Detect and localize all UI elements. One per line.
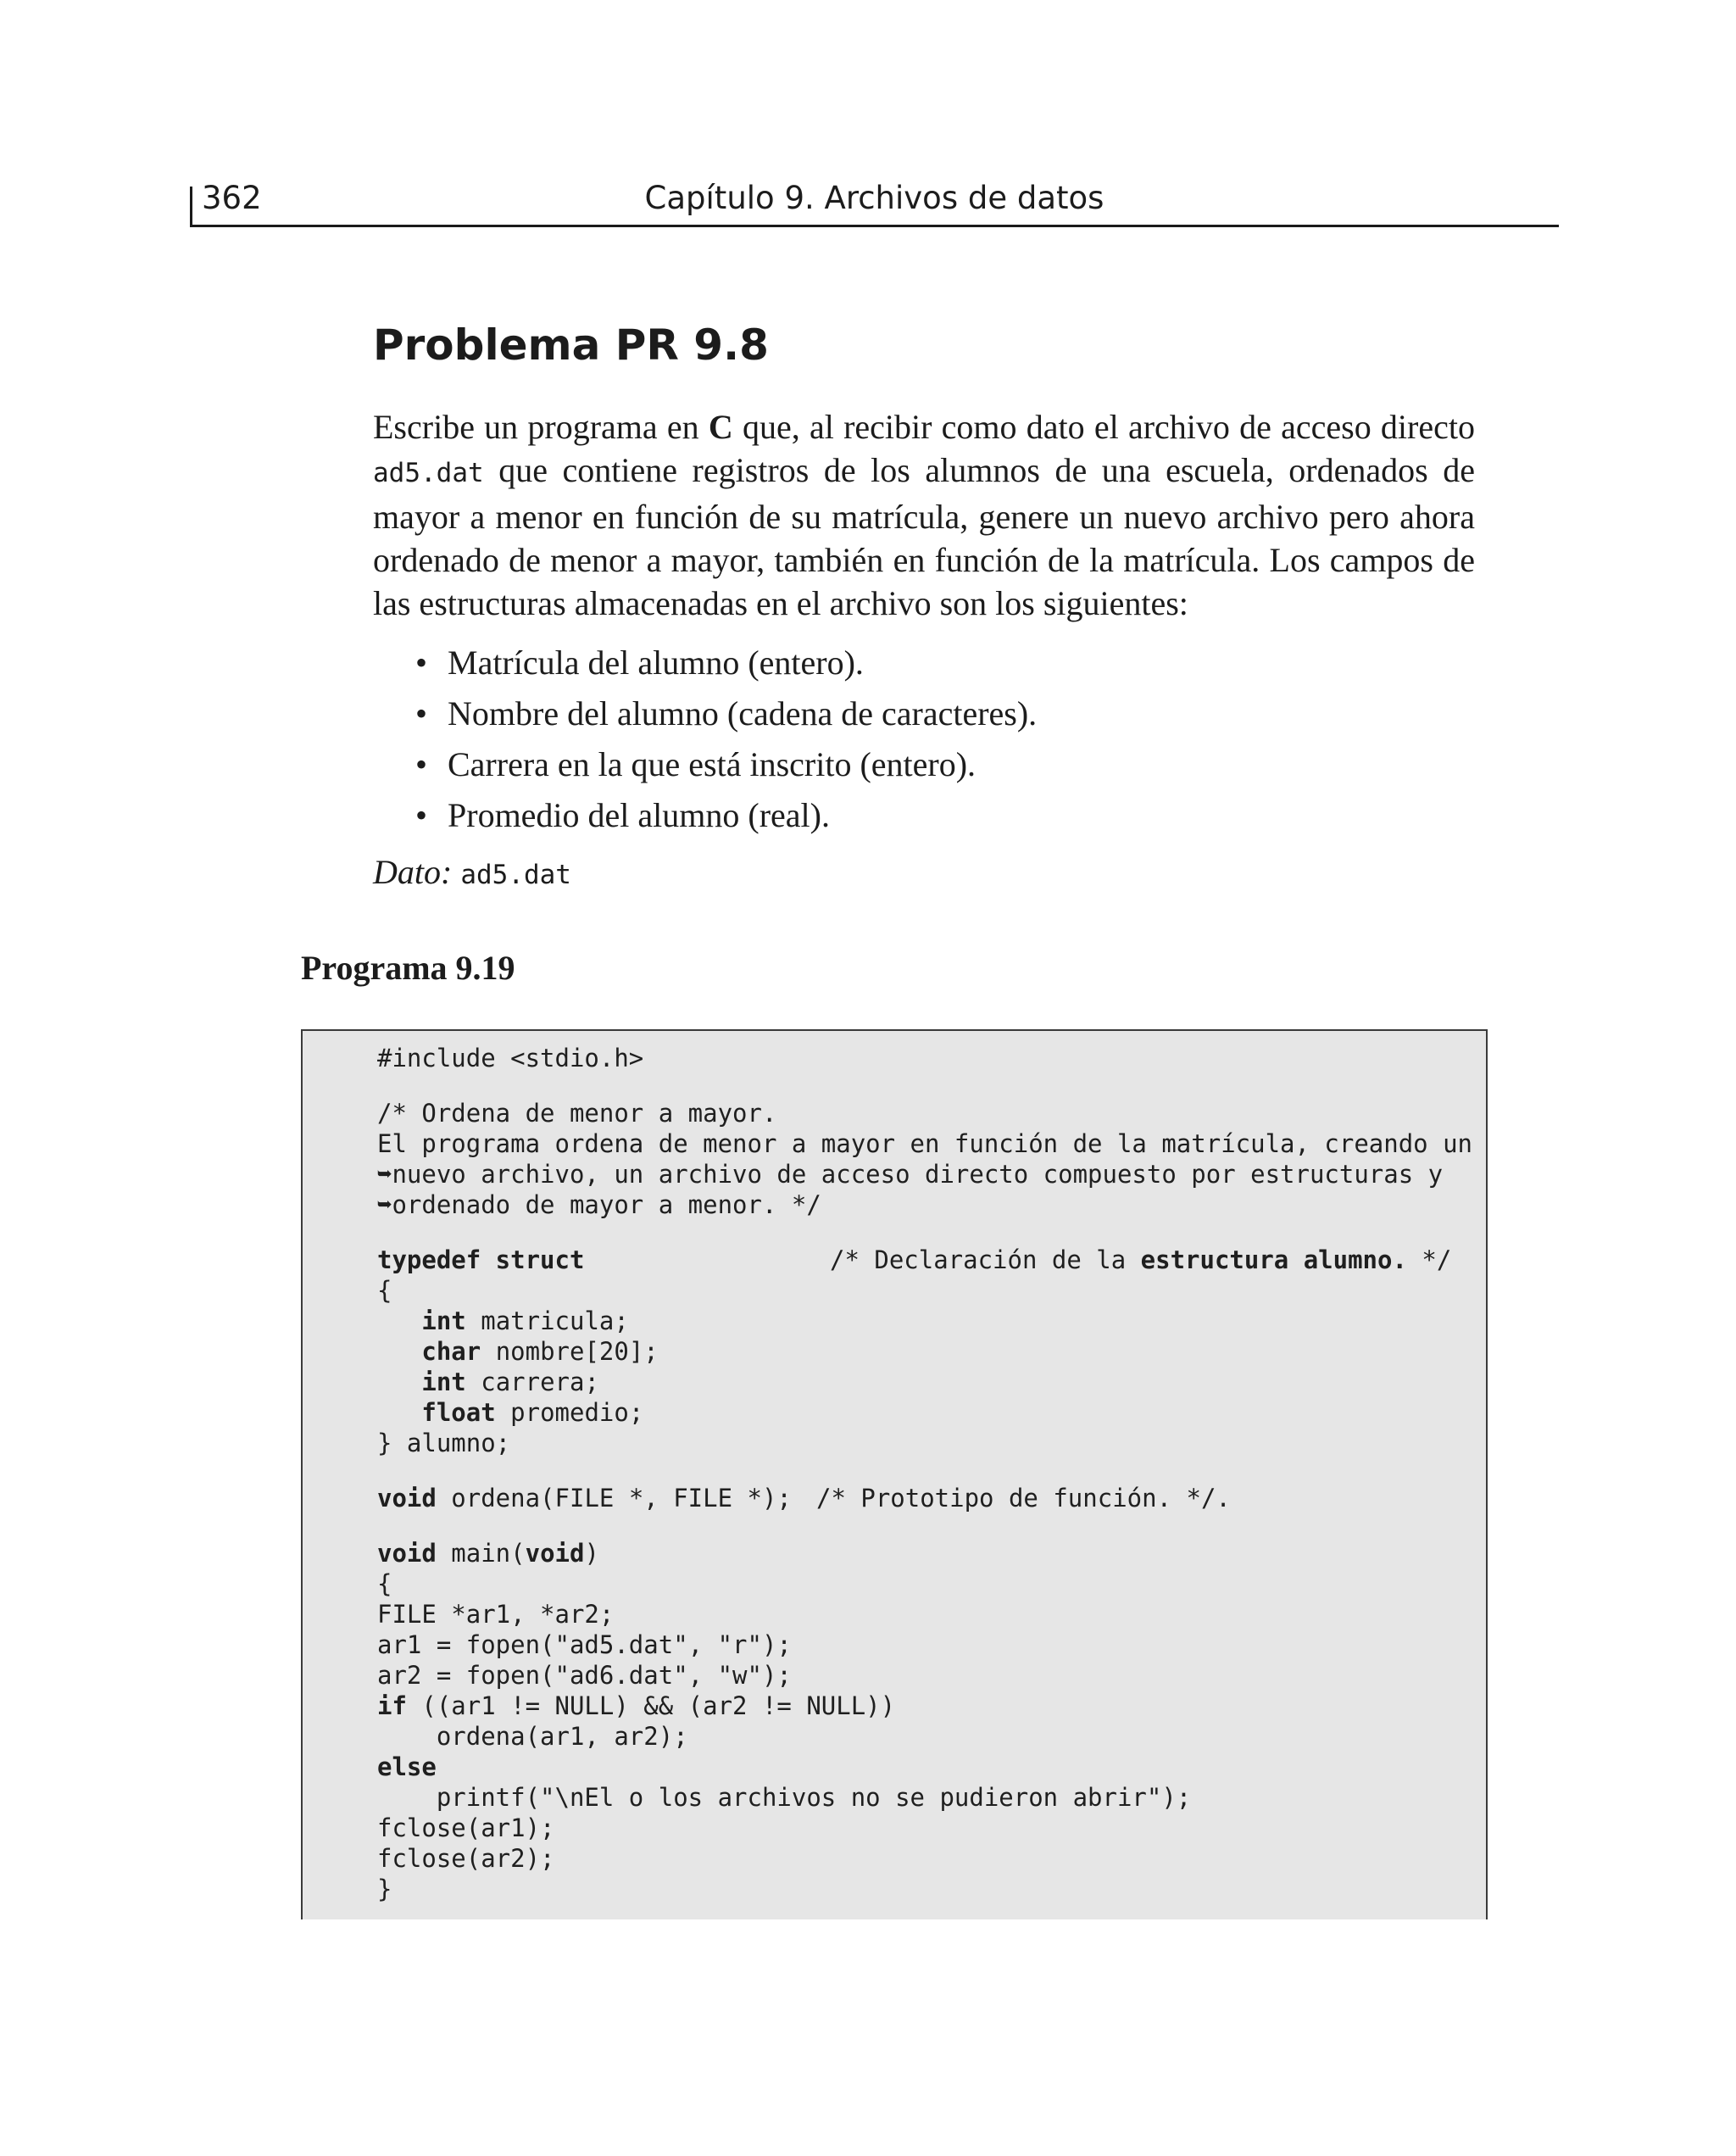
code-line: int carrera; [421, 1368, 599, 1396]
statement-lang: C [708, 408, 733, 446]
page-number: 362 [202, 180, 262, 216]
code-line: printf("\nEl o los archivos no se pudieron abrir"); [377, 1783, 1192, 1812]
list-item: • Matrícula del alumno (entero). [415, 641, 1037, 692]
header-rule [190, 225, 1559, 227]
code-line: ➥ordenado de mayor a menor. */ [377, 1190, 821, 1219]
code-line: } alumno; [377, 1429, 511, 1457]
code-line: /* Ordena de menor a mayor. [377, 1099, 777, 1128]
code-line: void ordena(FILE *, FILE *); /* Prototipo de función. */. [377, 1484, 1231, 1513]
dato [373, 852, 571, 892]
code-line: ar2 = fopen("ad6.dat", "w"); [377, 1661, 792, 1690]
code-line: ar1 = fopen("ad5.dat", "r"); [377, 1630, 792, 1659]
code-line: int matricula; [421, 1306, 629, 1335]
problem-statement [373, 405, 1475, 625]
code-line: ➥nuevo archivo, un archivo de acceso directo compuesto por estructuras y [377, 1160, 1444, 1189]
code-line: float promedio; [421, 1398, 644, 1427]
dato-value: ad5.dat [460, 860, 571, 890]
bullet-icon: • [415, 643, 428, 682]
code-block [377, 1043, 1479, 1904]
code-line: typedef struct /* Declaración de la estructura alumno. */ [377, 1245, 1452, 1274]
code-line: } [377, 1875, 392, 1903]
statement-file: ad5.dat [373, 458, 484, 488]
statement-part3: que contiene registros de los alumnos de una escuela, ordenados de mayor a menor en función de su matrícula, genere un nuevo archivo pero ahora ordenado de menor a mayor, también en función de la matrícula. Los campos de las estructuras almacenadas en el archivo son los siguientes: [373, 451, 1475, 622]
code-line: El programa ordena de menor a mayor en función de la matrícula, creando un [377, 1129, 1473, 1158]
list-item: • Nombre del alumno (cadena de caracteres). [415, 692, 1037, 743]
code-line: #include <stdio.h> [377, 1044, 644, 1072]
code-line: void main(void) [377, 1539, 599, 1568]
code-line: FILE *ar1, *ar2; [377, 1600, 615, 1629]
code-comment: /* Prototipo de función. */. [816, 1484, 1231, 1513]
problem-title: Problema PR 9.8 [373, 320, 769, 370]
code-comment: /* Declaración de la estructura alumno. */ [830, 1245, 1452, 1274]
bullet-icon: • [415, 796, 428, 834]
list-item: • Carrera en la que está inscrito (entero). [415, 743, 1037, 794]
code-line: { [377, 1276, 392, 1305]
field-list [415, 641, 1037, 844]
statement-part2: que, al recibir como dato el archivo de acceso directo [732, 408, 1475, 446]
code-line: char nombre[20]; [421, 1337, 659, 1366]
code-line: fclose(ar2); [377, 1844, 555, 1873]
code-line: ordena(ar1, ar2); [377, 1722, 688, 1751]
list-item: • Promedio del alumno (real). [415, 794, 1037, 844]
bullet-icon: • [415, 745, 428, 783]
running-head: Capítulo 9. Archivos de datos [644, 180, 1104, 216]
bullet-icon: • [415, 694, 428, 733]
code-line: if ((ar1 != NULL) && (ar2 != NULL)) [377, 1691, 896, 1720]
code-listing [301, 1029, 1488, 1919]
statement-part1: Escribe un programa en [373, 408, 709, 446]
code-line: { [377, 1569, 392, 1598]
code-line: fclose(ar1); [377, 1813, 555, 1842]
dato-label: Dato: [373, 853, 453, 891]
program-title: Programa 9.19 [301, 949, 515, 987]
code-line: else [377, 1752, 437, 1781]
